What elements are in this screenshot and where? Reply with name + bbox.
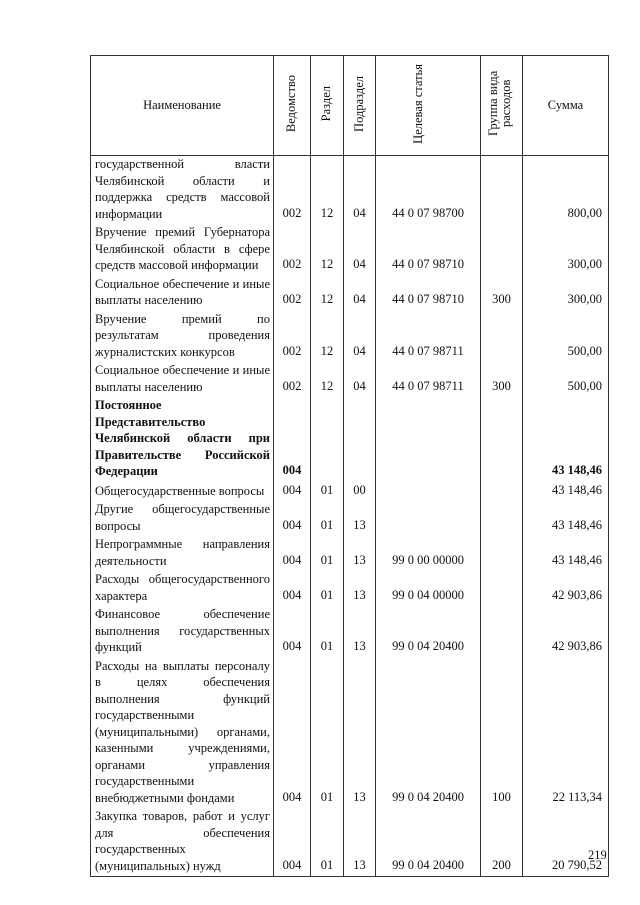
cell-section: 12 [311,224,344,276]
cell-expense-group [481,501,523,536]
table-row [91,311,609,363]
cell-expense-group [481,536,523,571]
cell-section: 01 [311,482,344,502]
cell-dept: 004 [274,808,311,877]
cell-sum: 43 148,46 [523,501,609,536]
cell-name: Закупка товаров, работ и услуг для обеспечения государственных (муниципальных) нужд [91,808,274,877]
table-row [91,224,609,276]
cell-section: 01 [311,606,344,658]
cell-sum: 43 148,46 [523,397,609,482]
table-row [91,397,609,482]
cell-section: 12 [311,156,344,225]
cell-target: 44 0 07 98711 [376,311,481,363]
cell-expense-group [481,397,523,482]
cell-dept: 004 [274,397,311,482]
cell-dept: 002 [274,224,311,276]
cell-expense-group: 300 [481,276,523,311]
cell-dept: 002 [274,156,311,225]
header-dept: Ведомство [274,56,311,156]
table-row [91,482,609,502]
table-row [91,156,609,225]
cell-expense-group: 200 [481,808,523,877]
cell-sum: 20 790,52 [523,808,609,877]
cell-expense-group [481,224,523,276]
cell-subsection: 13 [344,536,376,571]
cell-sum: 500,00 [523,311,609,363]
table-row [91,571,609,606]
cell-target: 44 0 07 98700 [376,156,481,225]
cell-sum: 500,00 [523,362,609,397]
cell-section: 01 [311,658,344,809]
cell-name: Непрограммные направления деятельности [91,536,274,571]
cell-subsection: 00 [344,482,376,502]
cell-section: 12 [311,362,344,397]
cell-dept: 004 [274,658,311,809]
cell-name: Вручение премий Губернатора Челябинской области в сфере средств массовой информации [91,224,274,276]
cell-target: 44 0 07 98711 [376,362,481,397]
cell-subsection: 04 [344,156,376,225]
cell-name: Финансовое обеспечение выполнения государственных функций [91,606,274,658]
header-sum: Сумма [523,56,609,156]
cell-sum: 300,00 [523,224,609,276]
cell-name: Другие общегосударственные вопросы [91,501,274,536]
table-row [91,536,609,571]
cell-subsection: 13 [344,501,376,536]
cell-section: 01 [311,571,344,606]
cell-name: Постоянное Представительство Челябинской области при Правительстве Российской Федерации [91,397,274,482]
cell-section: 01 [311,536,344,571]
cell-dept: 004 [274,606,311,658]
cell-dept: 002 [274,276,311,311]
cell-expense-group [481,571,523,606]
cell-expense-group [481,156,523,225]
cell-sum: 300,00 [523,276,609,311]
cell-name: государственной власти Челябинской области и поддержка средств массовой информации [91,156,274,225]
cell-target: 44 0 07 98710 [376,224,481,276]
header-subsection: Подраздел [344,56,376,156]
cell-subsection: 04 [344,362,376,397]
cell-dept: 004 [274,536,311,571]
table-row [91,501,609,536]
cell-target: 99 0 00 00000 [376,536,481,571]
cell-target: 99 0 04 20400 [376,606,481,658]
cell-name: Расходы на выплаты персоналу в целях обеспечения выполнения функций государственными (муниципальными) органами, казенными учреждениями, органами управления государственными внебюджетными фондами [91,658,274,809]
cell-subsection: 13 [344,606,376,658]
cell-subsection: 13 [344,808,376,877]
cell-section: 01 [311,501,344,536]
cell-subsection: 13 [344,658,376,809]
cell-subsection: 04 [344,276,376,311]
cell-name: Вручение премий по результатам проведения журналистских конкурсов [91,311,274,363]
cell-sum: 42 903,86 [523,606,609,658]
table-row [91,658,609,809]
cell-dept: 004 [274,501,311,536]
cell-name: Расходы общегосударственного характера [91,571,274,606]
cell-dept: 004 [274,571,311,606]
cell-expense-group: 300 [481,362,523,397]
cell-target: 99 0 04 20400 [376,658,481,809]
cell-dept: 004 [274,482,311,502]
table-header-row [91,56,609,156]
cell-expense-group [481,606,523,658]
cell-target: 99 0 04 00000 [376,571,481,606]
cell-subsection [344,397,376,482]
cell-sum: 43 148,46 [523,536,609,571]
cell-target [376,397,481,482]
cell-expense-group [481,311,523,363]
cell-subsection: 04 [344,224,376,276]
cell-subsection: 04 [344,311,376,363]
cell-section [311,397,344,482]
cell-name: Общегосударственные вопросы [91,482,274,502]
cell-expense-group [481,482,523,502]
header-target: Целевая статья [376,56,481,156]
cell-sum: 800,00 [523,156,609,225]
cell-sum: 43 148,46 [523,482,609,502]
table-row [91,606,609,658]
cell-name: Социальное обеспечение и иные выплаты населению [91,362,274,397]
header-section: Раздел [311,56,344,156]
cell-dept: 002 [274,311,311,363]
cell-section: 12 [311,276,344,311]
cell-target: 99 0 04 20400 [376,808,481,877]
cell-section: 01 [311,808,344,877]
cell-section: 12 [311,311,344,363]
cell-target [376,482,481,502]
header-expense-group: Группа вида расходов [481,56,523,156]
header-name: Наименование [91,56,274,156]
cell-target [376,501,481,536]
cell-dept: 002 [274,362,311,397]
budget-table [90,55,609,877]
page-number: 219 [588,848,607,862]
cell-expense-group: 100 [481,658,523,809]
table-row [91,808,609,877]
cell-subsection: 13 [344,571,376,606]
cell-sum: 42 903,86 [523,571,609,606]
table-body [91,156,609,877]
table-row [91,362,609,397]
cell-target: 44 0 07 98710 [376,276,481,311]
cell-sum: 22 113,34 [523,658,609,809]
cell-name: Социальное обеспечение и иные выплаты населению [91,276,274,311]
table-row [91,276,609,311]
